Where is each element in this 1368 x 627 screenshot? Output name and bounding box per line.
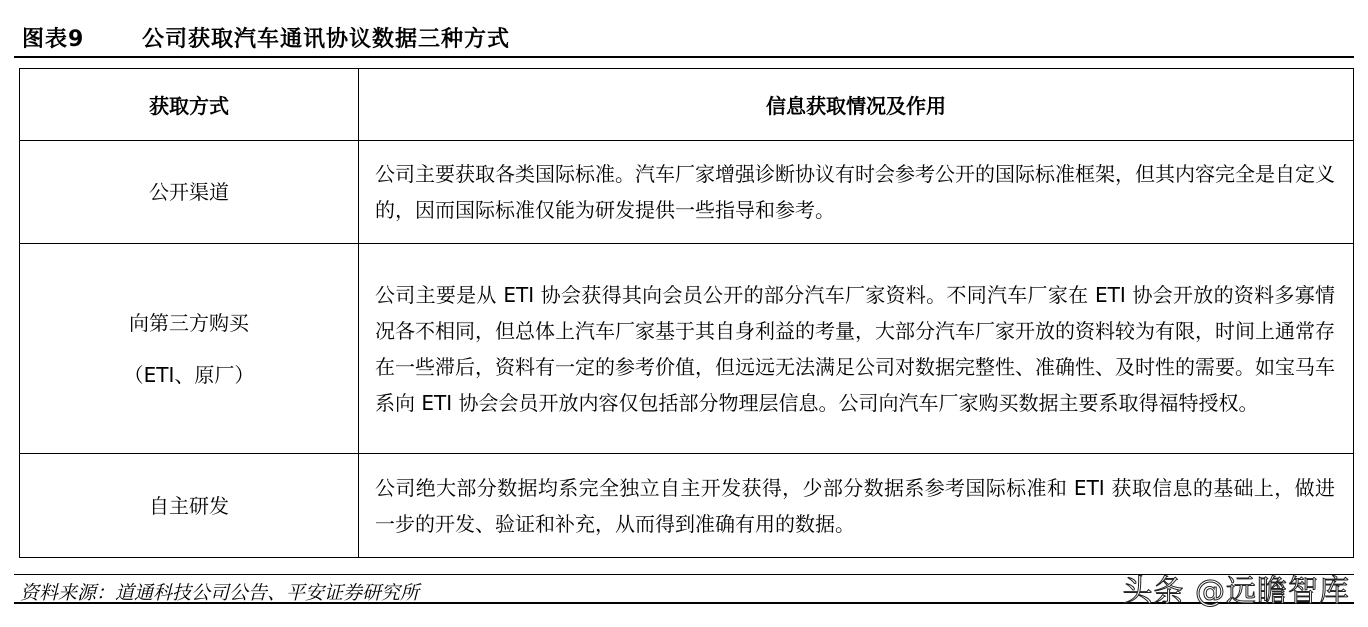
description-cell: 公司主要是从 ETI 协会获得其向会员公开的部分汽车厂家资料。不同汽车厂家在 ETI 协会开放的资料多寡情况各不相同，但总体上汽车厂家基于其自身利益的考量，大部分汽车厂家开放的资料较为有限，时间上通常存在一些滞后，资料有一定的参考价值，但远远无法满足公司对数据完整性、准确性、及时性的需要。如宝马车系向 ETI 协会会员开放内容仅包括部分物理层信息。公司向汽车厂家购买数据主要系取得福特授权。 bbox=[359, 244, 1354, 454]
table-row bbox=[20, 141, 1354, 244]
method-cell bbox=[20, 454, 359, 558]
description-cell: 公司主要获取各类国际标准。汽车厂家增强诊断协议有时会参考公开的国际标准框架，但其内容完全是自定义的，因而国际标准仅能为研发提供一些指导和参考。 bbox=[359, 141, 1354, 244]
header-description: 信息获取情况及作用 bbox=[359, 69, 1354, 141]
figure-title-bar bbox=[14, 16, 1354, 58]
table-row bbox=[20, 244, 1354, 454]
method-cell bbox=[20, 141, 359, 244]
method-name: 公开渠道 bbox=[149, 180, 229, 204]
source-note: 资料来源：道通科技公司公告、平安证券研究所 bbox=[20, 582, 420, 604]
method-name: 向第三方购买 bbox=[129, 310, 249, 335]
header-method: 获取方式 bbox=[20, 69, 359, 141]
method-name: 自主研发 bbox=[149, 493, 229, 518]
watermark: 头条 @远瞻智库 bbox=[1122, 574, 1350, 609]
table-row bbox=[20, 454, 1354, 558]
description-cell: 公司绝大部分数据均系完全独立自主开发获得，少部分数据系参考国际标准和 ETI 获取信息的基础上，做进一步的开发、验证和补充，从而得到准确有用的数据。 bbox=[359, 454, 1354, 558]
table-header-row bbox=[20, 69, 1354, 141]
method-note: （ETI、原厂） bbox=[123, 362, 255, 387]
acquisition-methods-table bbox=[19, 68, 1354, 558]
figure-title: 公司获取汽车通讯协议数据三种方式 bbox=[142, 27, 511, 52]
method-cell bbox=[20, 244, 359, 454]
figure-number: 图表9 bbox=[22, 27, 85, 52]
